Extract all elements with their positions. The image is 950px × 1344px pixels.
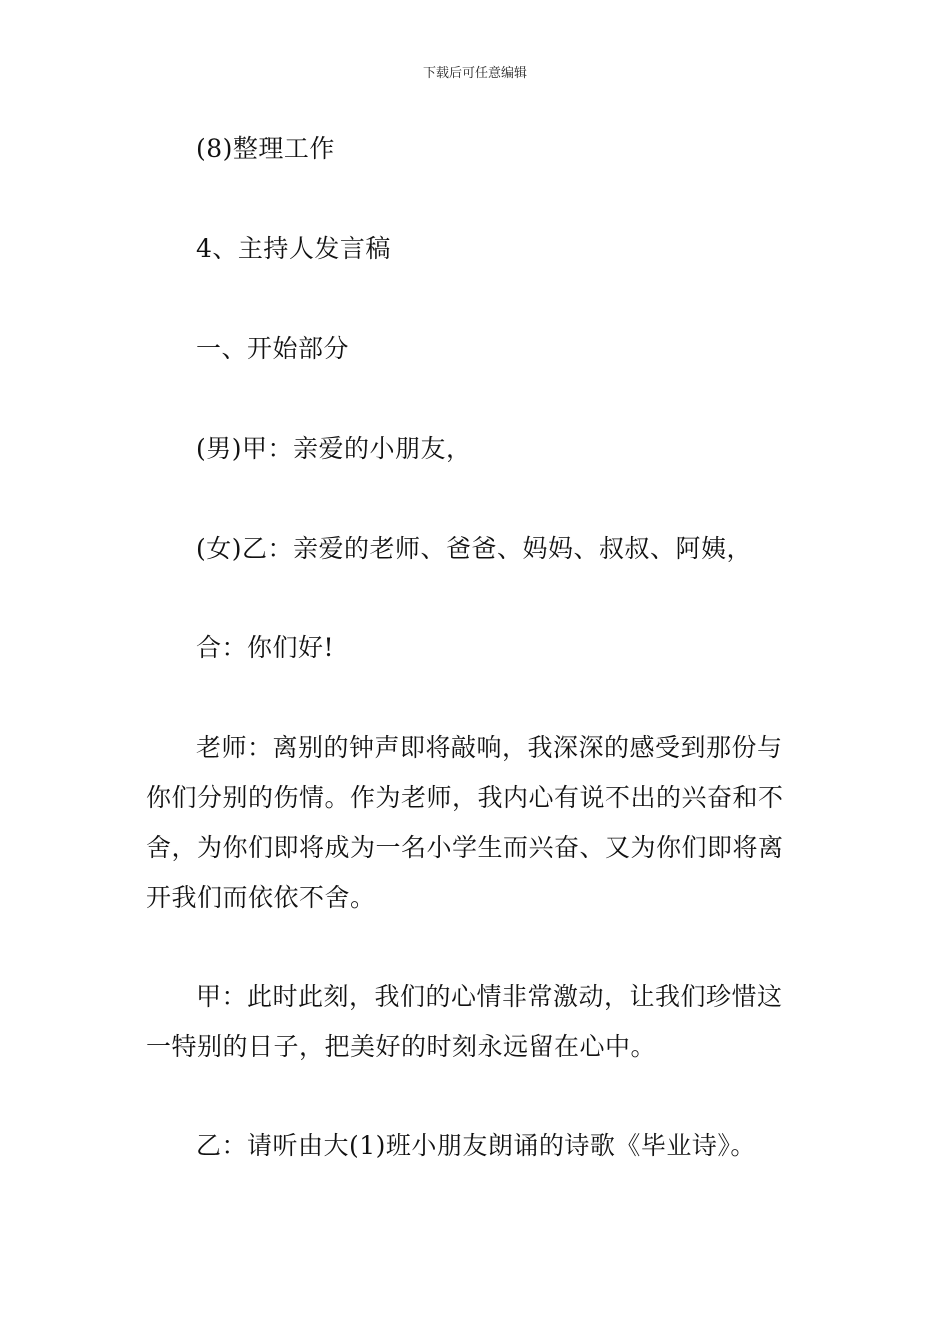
paragraph-work-arrangement: (8)整理工作 — [196, 134, 335, 163]
text-line: 你们分别的伤情。作为老师，我内心有说不出的兴奋和不 — [146, 783, 784, 812]
text-line: 开我们而依依不舍。 — [146, 883, 376, 912]
paragraph-male-host-line: (男)甲：亲爱的小朋友， — [196, 434, 472, 463]
text-line: 老师：离别的钟声即将敲响，我深深的感受到那份与 — [196, 733, 783, 762]
paragraph-host-speech-heading: 4、主持人发言稿 — [196, 234, 391, 263]
paragraph-opening-section-heading: 一、开始部分 — [196, 334, 350, 363]
paragraph-female-host-line: (女)乙：亲爱的老师、爸爸、妈妈、叔叔、阿姨， — [196, 534, 753, 563]
paragraph-host-b-poem-intro: 乙：请听由大(1)班小朋友朗诵的诗歌《毕业诗》。 — [196, 1131, 756, 1160]
text-line: 舍，为你们即将成为一名小学生而兴奋、又为你们即将离 — [146, 833, 784, 862]
paragraph-host-a-speech — [146, 972, 810, 1072]
page-header: 下载后可任意编辑 — [422, 66, 527, 81]
paragraph-teacher-speech — [146, 723, 810, 923]
text-line: 一特别的日子，把美好的时刻永远留在心中。 — [146, 1032, 657, 1061]
paragraph-together-greeting: 合：你们好! — [196, 633, 335, 662]
text-line: 甲：此时此刻，我们的心情非常激动，让我们珍惜这 — [196, 982, 783, 1011]
